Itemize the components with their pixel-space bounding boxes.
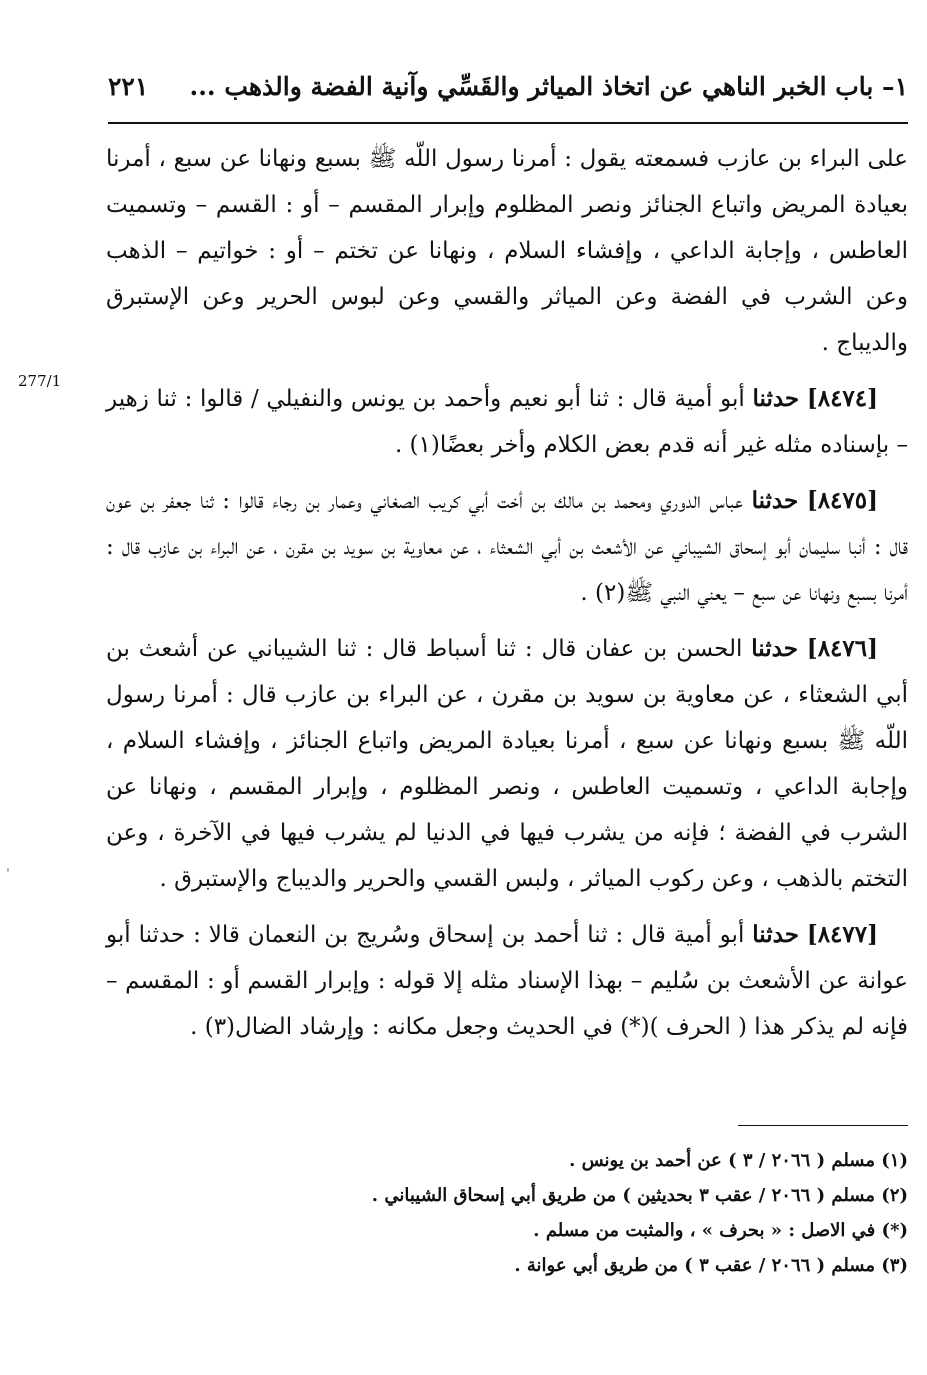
paragraph-text: عباس الدوري ومحمد بن مالك بن أخت أبي كريب الصغاني وعمار بن رجاء قالوا : ثنا جعفر بن عون قال : أنبا سليمان أبو إسحاق الشيباني عن الأشعث بن أبي الشعثاء ، عن معاوية بن سويد بن مقرن ، عن البراء بن عازب قال : أمرنا بسبع ونهانا عن سبع – يعني النبي ﷺ(٢) . [106,488,908,606]
stray-mark: ˌ [6,858,10,874]
hadith-8476 [106,626,908,902]
paragraph-continuation [106,136,908,366]
hadith-8474 [106,376,908,468]
footnote-1: (١) مسلم ( ٢٠٦٦ / ٣ ) عن أحمد بن يونس . [569,1150,908,1171]
haddathana-word: حدثنا [751,635,798,662]
page-number: ٢٢١ [108,72,149,101]
haddathana-word: حدثنا [752,921,799,948]
hadith-number: [٨٤٧٥] [806,487,879,514]
footnotes [106,1143,908,1283]
paragraph-text: أبو أمية قال : ثنا أبو نعيم وأحمد بن يونس والنفيلي / قالوا : ثنا زهير – بإسناده مثله غير أنه قدم بعض الكلام وأخر بعضًا(١) . [106,386,908,458]
haddathana-word: حدثنا [751,487,799,514]
hadith-number: [٨٤٧٦] [806,635,878,662]
hadith-8477 [106,912,908,1050]
footnote-3: (٣) مسلم ( ٢٠٦٦ / عقب ٣ ) من طريق أبي عوانة . [514,1255,908,1276]
hadith-8475 [106,478,908,616]
haddathana-word: حدثنا [752,385,800,412]
margin-folio-note: 277/1 [18,372,62,390]
hadith-number: [٨٤٧٧] [806,921,879,948]
running-header [108,68,908,112]
main-text [106,136,908,1060]
footnote-divider [738,1125,908,1126]
chapter-title: ١– باب الخبر الناهي عن اتخاذ المياثر والقَسِّي وآنية الفضة والذهب ... [189,72,908,101]
footnote-2: (٢) مسلم ( ٢٠٦٦ / عقب ٣ بحديثين ) من طريق أبي إسحاق الشيباني . [371,1185,908,1206]
hadith-number: [٨٤٧٤] [806,385,879,412]
paragraph-text: أبو أمية قال : ثنا أحمد بن إسحاق وسُريج بن النعمان قالا : حدثنا أبو عوانة عن الأشعث بن سُليم – بهذا الإسناد مثله إلا قوله : وإبرار القسم أو : المقسم – فإنه لم يذكر هذا ( الحرف )(*) في الحديث وجعل مكانه : وإرشاد الضال(٣) . [106,922,908,1040]
header-divider [108,122,908,124]
paragraph-text: الحسن بن عفان قال : ثنا أسباط قال : ثنا الشيباني عن أشعث بن أبي الشعثاء ، عن معاوية بن سويد بن مقرن ، عن البراء بن عازب قال : أمرنا رسول اللّه ﷺ بسبع ونهانا عن سبع ، أمرنا بعيادة المريض واتباع الجنائز ، وإفشاء السلام ، وإجابة الداعي ، وتسميت العاطس ، ونصر المظلوم ، وإبرار المقسم ، ونهانا عن الشرب في الفضة ؛ فإنه من يشرب فيها في الدنيا لم يشرب فيها في الآخرة ، وعن التختم بالذهب ، وعن ركوب المياثر ، ولبس القسي والحرير والديباج والإستبرق . [106,636,908,892]
paragraph-text: على البراء بن عازب فسمعته يقول : أمرنا رسول اللّه ﷺ بسبع ونهانا عن سبع ، أمرنا بعيادة المريض واتباع الجنائز ونصر المظلوم وإبرار المقسم – أو : القسم – وتسميت العاطس ، وإجابة الداعي ، وإفشاء السلام ، ونهانا عن تختم – أو : خواتيم – الذهب وعن الشرب في الفضة وعن المياثر والقسي وعن لبوس الحرير وعن الإستبرق والديباج . [106,146,908,356]
footnote-star: (*) في الاصل : « بحرف » ، والمثبت من مسلم . [533,1220,908,1241]
